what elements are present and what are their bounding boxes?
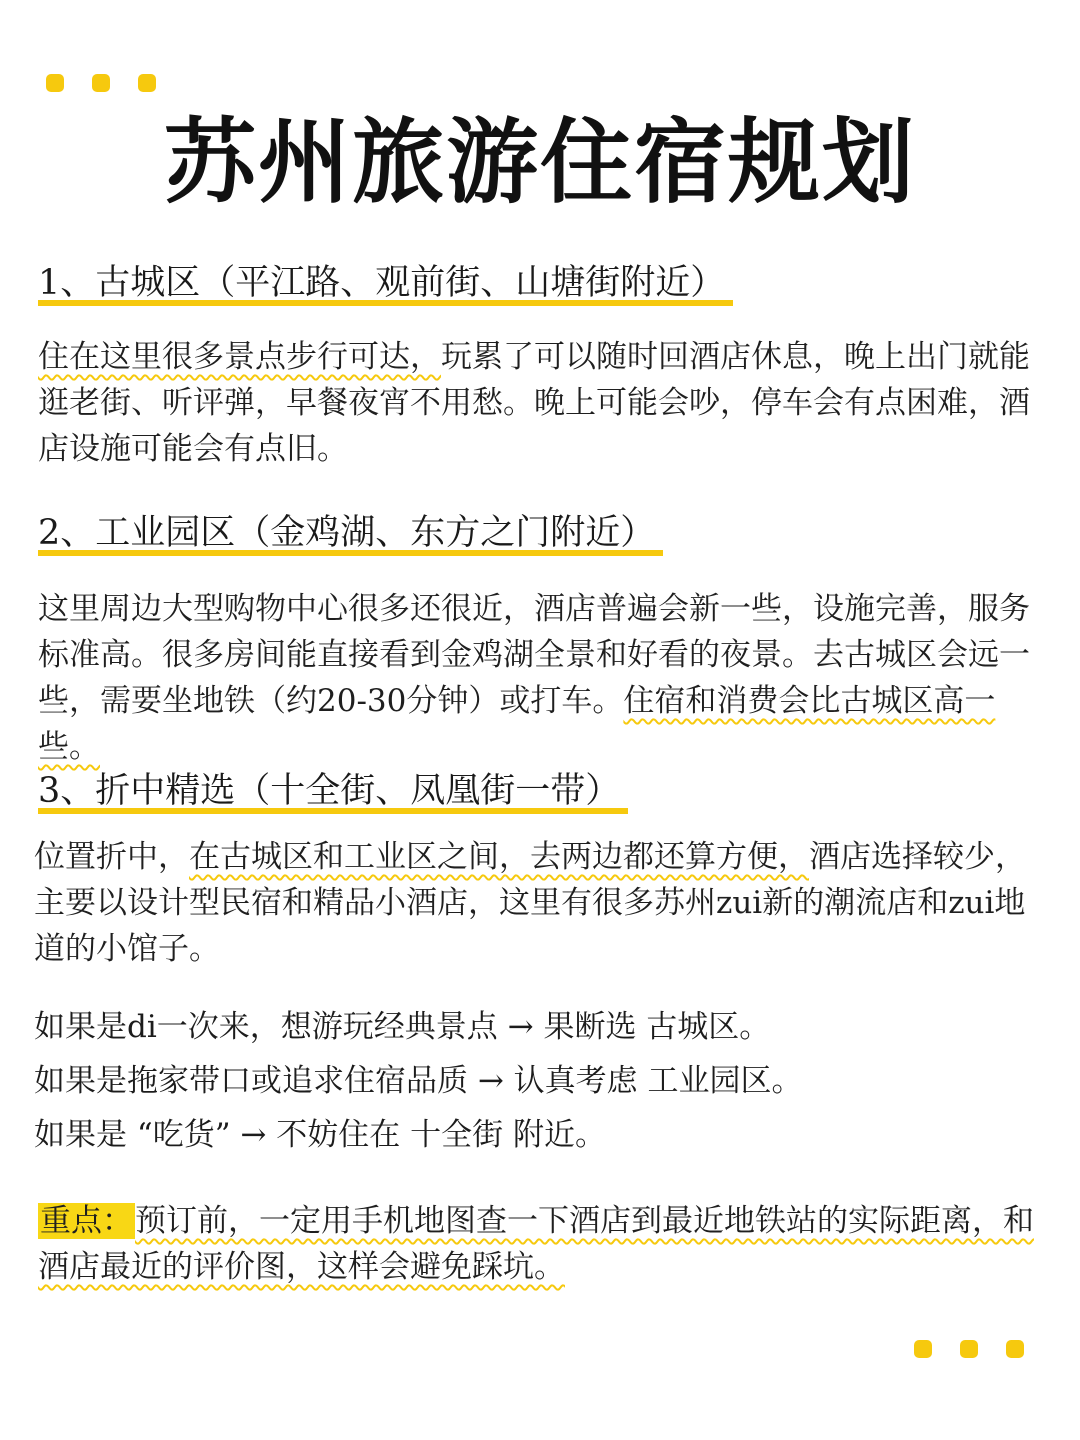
yellow-dot-icon	[960, 1340, 978, 1358]
recommendation-item: 如果是 “吃货” → 不妨住在 十全街 附近。	[34, 1117, 606, 1153]
yellow-dot-icon	[1006, 1340, 1024, 1358]
yellow-dot-icon	[914, 1340, 932, 1358]
section-old-town	[38, 262, 1048, 472]
paragraph-text: 位置折中，	[34, 838, 189, 875]
paragraph-text: 玩累了可以随时回酒店休息，晚上出门就能逛老街、听评弹，早餐夜宵不用愁。晚上可能会吵，停车会有点困难，酒店设施可能会有点旧。	[38, 338, 1030, 467]
decorative-dots-top	[46, 74, 156, 92]
section-heading: 3、折中精选（十全街、凤凰街一带）	[38, 770, 628, 814]
section-compromise	[34, 770, 1044, 972]
section-heading: 1、古城区（平江路、观前街、山塘街附近）	[38, 262, 733, 306]
key-point-text: 预订前，一定用手机地图查一下酒店到最近地铁站的实际距离，和酒店最近的评价图，这样会避免踩坑。	[38, 1203, 1034, 1285]
emphasis-text: 在古城区和工业区之间，去两边都还算方便，	[189, 838, 809, 875]
yellow-dot-icon	[92, 74, 110, 92]
recommendation-item: 如果是拖家带口或追求住宿品质 → 认真考虑 工业园区。	[34, 1063, 803, 1099]
section-paragraph	[34, 834, 1044, 972]
section-paragraph	[38, 334, 1048, 472]
section-industrial-park	[38, 512, 1048, 770]
page-title: 苏州旅游住宿规划	[163, 109, 916, 216]
key-point-paragraph	[38, 1198, 1048, 1290]
emphasis-text: 住在这里很多景点步行可达，	[38, 338, 441, 375]
key-point-label: 重点：	[40, 1203, 133, 1239]
paragraph-text: 酒店选择较少，主要以设计型民宿和精品小酒店，这里有很多苏州zui新的潮流店和zui地道的小馆子。	[34, 838, 1026, 967]
yellow-dot-icon	[138, 74, 156, 92]
recommendation-item: 如果是di一次来，想游玩经典景点 → 果断选 古城区。	[34, 1009, 771, 1045]
key-point	[38, 1198, 1048, 1290]
yellow-dot-icon	[46, 74, 64, 92]
paragraph-text: 这里周边大型购物中心很多还很近，酒店普遍会新一些，设施完善，服务标准高。很多房间能直接看到金鸡湖全景和好看的夜景。去古城区会远一些，需要坐地铁（约20-30分钟）或打车。	[38, 590, 1030, 719]
section-heading: 2、工业园区（金鸡湖、东方之门附近）	[38, 512, 663, 556]
recommendation-list	[34, 1000, 1044, 1162]
section-paragraph	[38, 586, 1048, 770]
decorative-dots-bottom	[914, 1340, 1024, 1358]
emphasis-text: 住宿和消费会比古城区高一些。	[38, 682, 996, 765]
